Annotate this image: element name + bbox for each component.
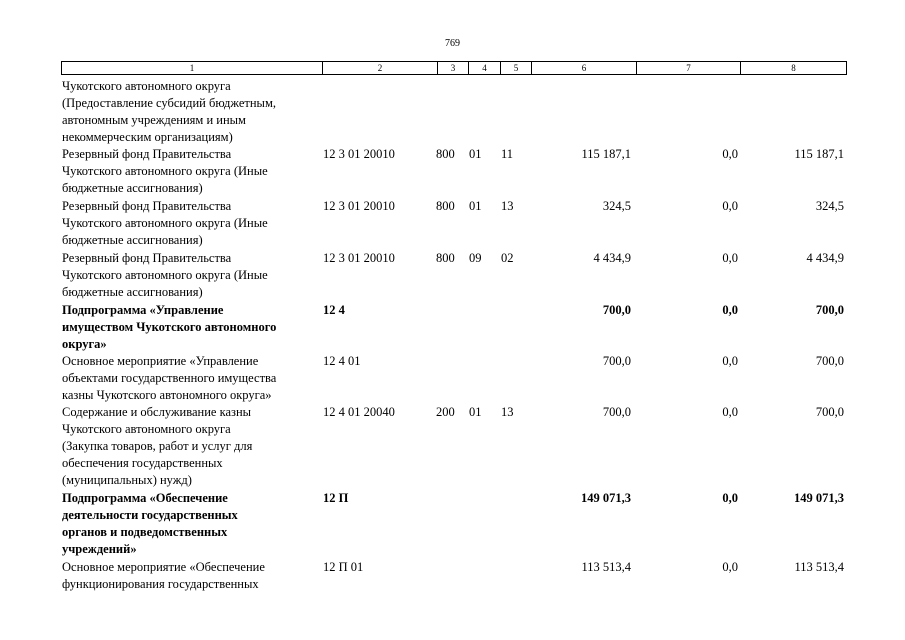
row-sum-8: 700,0 [815,354,844,368]
row-rz: 09 [469,251,482,265]
table-row [0,78,905,146]
row-pr: 13 [501,199,514,213]
row-code: 12 3 01 20010 [323,199,395,213]
table-row [0,404,905,490]
row-code: 12 П [323,491,349,505]
row-sum-6: 115 187,1 [581,147,631,161]
table-row [0,198,905,250]
row-code: 12 3 01 20010 [323,147,395,161]
table-body [0,78,905,595]
row-code: 12 3 01 20010 [323,251,395,265]
header-col-4: 4 [468,62,500,74]
row-rz: 01 [469,147,482,161]
row-vr: 200 [436,405,455,419]
row-sum-6: 324,5 [602,199,631,213]
row-pr: 02 [501,251,514,265]
header-col-3: 3 [437,62,468,74]
row-name: Подпрограмма «Управление имуществом Чукотского автономного округа» [62,303,277,351]
header-col-1: 1 [189,63,195,73]
row-name: Основное мероприятие «Управление объектами государственного имущества казны Чукотского автономного округа» [62,354,277,402]
row-sum-6: 700,0 [602,303,631,317]
row-sum-6: 4 434,9 [593,251,631,265]
row-pr: 11 [501,147,514,161]
table-row [0,146,905,198]
row-sum-8: 324,5 [815,199,844,213]
header-col-2: 2 [322,62,437,74]
table-row-subprogram [0,302,905,353]
row-name: Основное мероприятие «Обеспечение функционирования государственных [62,560,265,591]
table-row [0,559,905,595]
table-row [0,250,905,302]
table-header [61,61,847,75]
row-sum-8: 700,0 [815,405,844,419]
page-number: 769 [445,38,460,49]
row-code: 12 4 01 20040 [323,405,395,419]
row-code: 12 П 01 [323,560,364,574]
table-row [0,353,905,404]
row-code: 12 4 [323,303,345,317]
row-name: Чукотского автономного округа (Предоставление субсидий бюджетным, автономным учреждениям и иным некоммерческим организациям) [62,79,276,144]
row-sum-6: 113 513,4 [581,560,631,574]
row-sum-7: 0,0 [722,491,738,505]
row-sum-7: 0,0 [722,147,738,161]
row-rz: 01 [469,405,482,419]
table-row-subprogram [0,490,905,559]
header-col-5: 5 [500,62,531,74]
row-name: Резервный фонд Правительства Чукотского автономного округа (Иные бюджетные ассигнования) [62,199,268,247]
row-sum-6: 700,0 [602,405,631,419]
row-sum-8: 4 434,9 [806,251,844,265]
row-sum-7: 0,0 [722,354,738,368]
row-vr: 800 [436,199,455,213]
row-sum-8: 113 513,4 [794,560,844,574]
row-vr: 800 [436,147,455,161]
header-col-6: 6 [531,62,636,74]
row-pr: 13 [501,405,514,419]
header-col-8: 8 [740,62,846,74]
row-sum-7: 0,0 [722,251,738,265]
row-sum-8: 149 071,3 [794,491,844,505]
row-vr: 800 [436,251,455,265]
row-name: Подпрограмма «Обеспечение деятельности государственных органов и подведомственных учреждений» [62,491,238,556]
row-name: Резервный фонд Правительства Чукотского автономного округа (Иные бюджетные ассигнования) [62,147,268,195]
row-sum-7: 0,0 [722,560,738,574]
row-sum-8: 700,0 [815,303,844,317]
row-sum-7: 0,0 [722,405,738,419]
row-code: 12 4 01 [323,354,361,368]
row-name: Резервный фонд Правительства Чукотского автономного округа (Иные бюджетные ассигнования) [62,251,268,299]
row-sum-7: 0,0 [722,199,738,213]
header-col-7: 7 [636,62,740,74]
row-sum-6: 149 071,3 [581,491,631,505]
row-sum-8: 115 187,1 [794,147,844,161]
row-sum-7: 0,0 [722,303,738,317]
row-name: Содержание и обслуживание казны Чукотского автономного округа (Закупка товаров, работ и услуг для обеспечения государственных (муниципальных) нужд) [62,405,253,487]
row-rz: 01 [469,199,482,213]
row-sum-6: 700,0 [602,354,631,368]
